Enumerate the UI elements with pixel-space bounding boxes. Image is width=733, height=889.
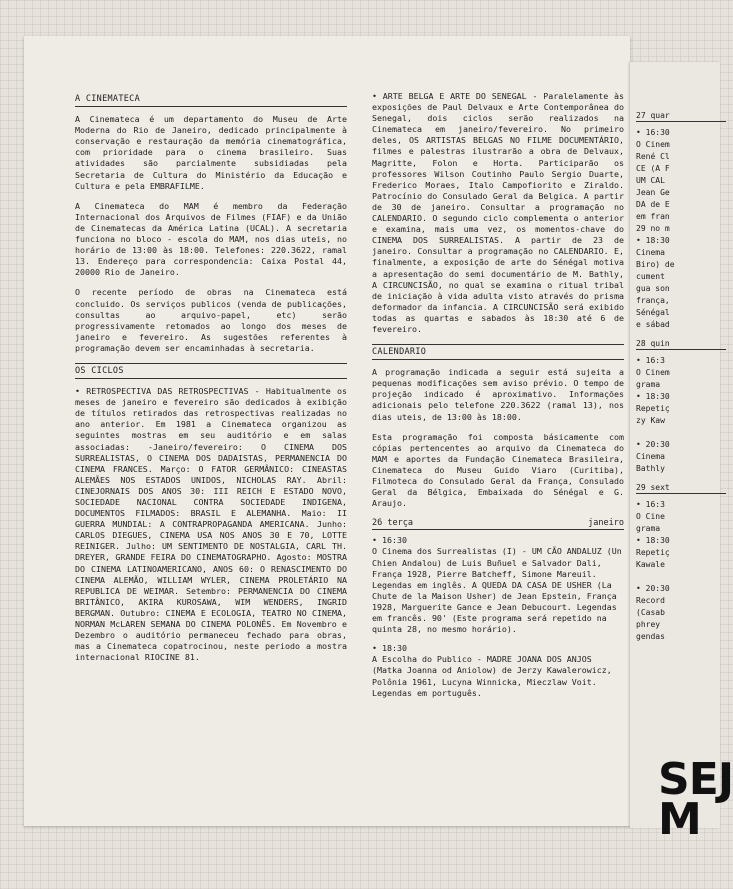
large-headline-line-1: SEJ <box>658 754 733 805</box>
right-line: Record <box>636 596 665 605</box>
right-line: • 18:30 <box>636 236 670 245</box>
right-block-2 <box>636 355 726 474</box>
session-1-description: O Cinema dos Surrealistas (I) - UM CÃO ANDALUZ (Un Chien Andalou) de Luis Buñuel e Salvador Dali, França 1928, Pierre Batcheff, Simone Mareuil. Legendas em inglês. A QUEDA DA CASA DE USHER (La Chute de la Maison Usher) de Jean Epstein, França 1928, Marguerite Gance e Jean Debucourt. Legendas em francês. 90' (Este programa será repetido na quinta 28, no mesmo horário). <box>372 546 622 635</box>
right-heading-1: 27 quar <box>636 110 726 122</box>
right-line: • 16:3 <box>636 500 665 509</box>
right-line: Repetiç <box>636 548 670 557</box>
session-1 <box>372 535 624 635</box>
cinemateca-paragraph-2: A Cinemateca do MAM é membro da Federação Internacional dos Arquivos de Filmes (FIAF) e da União de Cinematecas da América Latina (UCAL). A secretaria funciona no bloco - escola do MAM, nos dias uteis, no horário de 13:00 às 18:00. Telefones: 220.3622, ramal 13. Endereço para correspondencia: Caixa Postal 44, 20000 Rio de Janeiro. <box>75 200 347 278</box>
right-heading-3: 29 sext <box>636 482 726 494</box>
right-line: phrey <box>636 620 661 629</box>
right-line: Sénégal <box>636 308 670 317</box>
large-headline-line-2: M <box>658 794 701 845</box>
right-line: O Cinem <box>636 140 670 149</box>
right-line: O Cinem <box>636 368 670 377</box>
main-sheet <box>24 36 630 826</box>
date-header <box>372 518 624 530</box>
right-sheet <box>630 62 733 845</box>
session-2-time: • 18:30 <box>372 643 407 654</box>
right-line: (Casab <box>636 608 665 617</box>
right-line: UM CAL <box>636 176 665 185</box>
ciclos-paragraph: • RETROSPECTIVA DAS RETROSPECTIVAS - Habitualmente os meses de janeiro e fevereiro são dedicados à exibição de títulos retirados das retrospectivas realizadas no ano anterior. Em 1981 a Cinemateca organizou as seguintes mostras em seu auditório e em salas associadas: -Janeiro/fevereiro: O CINEMA DOS SURREALISTAS, O CINEMA DOS DADAISTAS, PERMANENCIA DO CINEMA FRANCES. Março: O FATOR GERMÂNICO: CINEASTAS ALEMÃES NOS ESTADOS UNIDOS, NICHOLAS RAY. Abril: CINEJORNAIS DOS ANOS 30: III REICH E ESTADO NOVO, SOCIEDADE NACIONAL CONTRA SOCIEDADE INDIGENA, DOCUMENTOS FILMADOS: BRASIL E ALEMANHA. Maio: II GUERRA MUNDIAL: A CONTRAPROPAGANDA AMERICANA. Junho: CARLOS DIEGUES, CINEMA USA NOS ANOS 30 E 70, LOTTE REINIGER. Julho: UM SENTIMENTO DE NOSTALGIA, CARL TH. DREYER, GRANDE FEIRA DO CINEMATOGRAPHO. Agosto: MOSTRA DO CINEMA LATINOAMERICANO, ANOS 60: O RENASCIMENTO DO CINEMA ALEMÃO, WILLIAM WYLER, CINEMA PROLETÁRIO NA REPUBLICA DE WEIMAR. Setembro: PERMANENCIA DO CINEMA BRITÂNICO, AKIRA KUROSAWA, WIM WENDERS, INGRID BERGMAN. Outubro: CINEMA E ECOLOGIA, TEATRO NO CINEMA, NORMAN McLAREN SEMANA DO CINEMA POLONÊS. Em Novembro e Dezembro o auditório permaneceu fechado para obras, mas a Cinemateca copatrocinou, neste periodo a mostra internacional RIOCINE 81. <box>75 386 347 663</box>
right-line: Cinema <box>636 248 665 257</box>
right-line <box>636 427 726 438</box>
section-title-cinemateca: A CINEMATECA <box>75 94 347 107</box>
session-2-description: A Escolha do Publico - MADRE JOANA DOS ANJOS (Matka Joanna od Aniolow) de Jerzy Kawalerowicz, Polônia 1961, Lucyna Winnicka, Mieczlaw Voit. Legendas em português. <box>372 654 612 698</box>
right-block-3 <box>636 499 726 642</box>
date-month: janeiro <box>588 518 624 529</box>
left-column <box>75 94 347 672</box>
right-line: Jean Ge <box>636 188 670 197</box>
cinemateca-paragraph-1: A Cinemateca é um departamento do Museu de Arte Moderna do Rio de Janeiro, dedicado principalmente à conservação e restauração da memória cinematográfica, com prioridade para o cinema brasileiro. Suas atividades são parcialmente subsidiadas pela Secretaria de Cultura do Ministério da Educação e Cultura e pela EMBRAFILME. <box>75 114 347 191</box>
date-label: 26 terça <box>372 518 413 529</box>
right-line: cument <box>636 272 665 281</box>
right-line: Repetiç <box>636 404 670 413</box>
belga-senegal-paragraph: • ARTE BELGA E ARTE DO SENEGAL - Paralelamente às exposições de Paul Delvaux e Arte Contemporânea do Senegal, dois ciclos serão realizados na Cinemateca em janeiro/fevereiro. No primeiro deles, OS ARTISTAS BELGAS NO FILME DOCUMENTÁRIO, filmes e palestras ilustrarão a obra de Delvaux, Magritte, Folon e Horta. Participarão os professores Wilson Coutinho Paulo Sergio Duarte, Frederico Moraes, Italo Campofiorito e Ziraldo. Patrocínio do Consulado Geral da Belgica. A partir de 30 de janeiro. Consultar a programação no CALENDARIO. O segundo ciclo complementa o anterior e examina, mais uma vez, os momentos-chave do CINEMA DOS SURREALISTAS. A partir de 23 de janeiro. Consultar a programação no CALENDARIO. E, finalmente, a exposição de arte do Sénégal motiva a apresentação do semi documentário de M. Bathly, A CIRCUNCISÃO, no qual se examina o ritual tribal de iniciação à vida adulta visto através do prisma deformador da infancia. A CIRCUNCISÃO será exibido todas as quartas e sabados às 18:30 até 6 de fevereiro. <box>372 91 624 334</box>
session-1-time: • 16:30 <box>372 535 407 546</box>
right-line: CE (A F <box>636 164 670 173</box>
right-column <box>636 102 726 643</box>
right-line <box>636 571 726 582</box>
right-line: zy Kaw <box>636 416 665 425</box>
right-line: grama <box>636 380 661 389</box>
right-line: gendas <box>636 632 665 641</box>
right-line: • 18:30 <box>636 536 670 545</box>
right-line: Kawale <box>636 560 665 569</box>
right-line: DA de E <box>636 200 670 209</box>
calendario-paragraph-2: Esta programação foi composta básicamente com cópias pertencentes ao arquivo da Cinemateca do MAM e aportes da Fundação Cinemateca Brasileira, Cinemateca do Museu Guido Viaro (Curitiba), Filmoteca do Consulado Geral da França, Consulado Geral da Bélgica, Embaixada do Sénégal e G. Araujo. <box>372 431 624 509</box>
right-line: • 18:30 <box>636 392 670 401</box>
right-line: • 16:30 <box>636 128 670 137</box>
right-line: Biro) de <box>636 260 675 269</box>
right-line: • 20:30 <box>636 440 670 449</box>
right-line: gua son <box>636 284 670 293</box>
right-line: e sábad <box>636 320 670 329</box>
right-line: em fran <box>636 212 670 221</box>
right-line: • 20:30 <box>636 584 670 593</box>
large-headline <box>658 754 733 845</box>
session-2 <box>372 643 624 698</box>
right-line: grama <box>636 524 661 533</box>
middle-column <box>372 91 624 707</box>
right-block-1 <box>636 127 726 330</box>
right-line: Bathly <box>636 464 665 473</box>
right-line: 29 no m <box>636 224 670 233</box>
right-line: Cinema <box>636 452 665 461</box>
right-line: O Cine <box>636 512 665 521</box>
section-title-calendario: CALENDARIO <box>372 344 624 360</box>
right-line: René Cl <box>636 152 670 161</box>
cinemateca-paragraph-3: O recente período de obras na Cinemateca está concluido. Os serviços publicos (venda de publicações, consultas ao arquivo-papel, etc) serão progressivamente retomados ao longo dos meses de janeiro e fevereiro. As sugestões referentes à programação devem ser encaminhadas à secretaria. <box>75 287 347 353</box>
right-heading-2: 28 quin <box>636 338 726 350</box>
calendario-paragraph-1: A programação indicada a seguir está sujeita a pequenas modificações sem aviso prévio. O tempo de projeção indicado é aproximativo. Informações adicionais pelo telefone 220.3622 (ramal 13), nos dias uteis, de 13:00 às 18:00. <box>372 367 624 422</box>
section-title-ciclos: OS CICLOS <box>75 363 347 379</box>
right-line: • 16:3 <box>636 356 665 365</box>
right-line: frança, <box>636 296 670 305</box>
